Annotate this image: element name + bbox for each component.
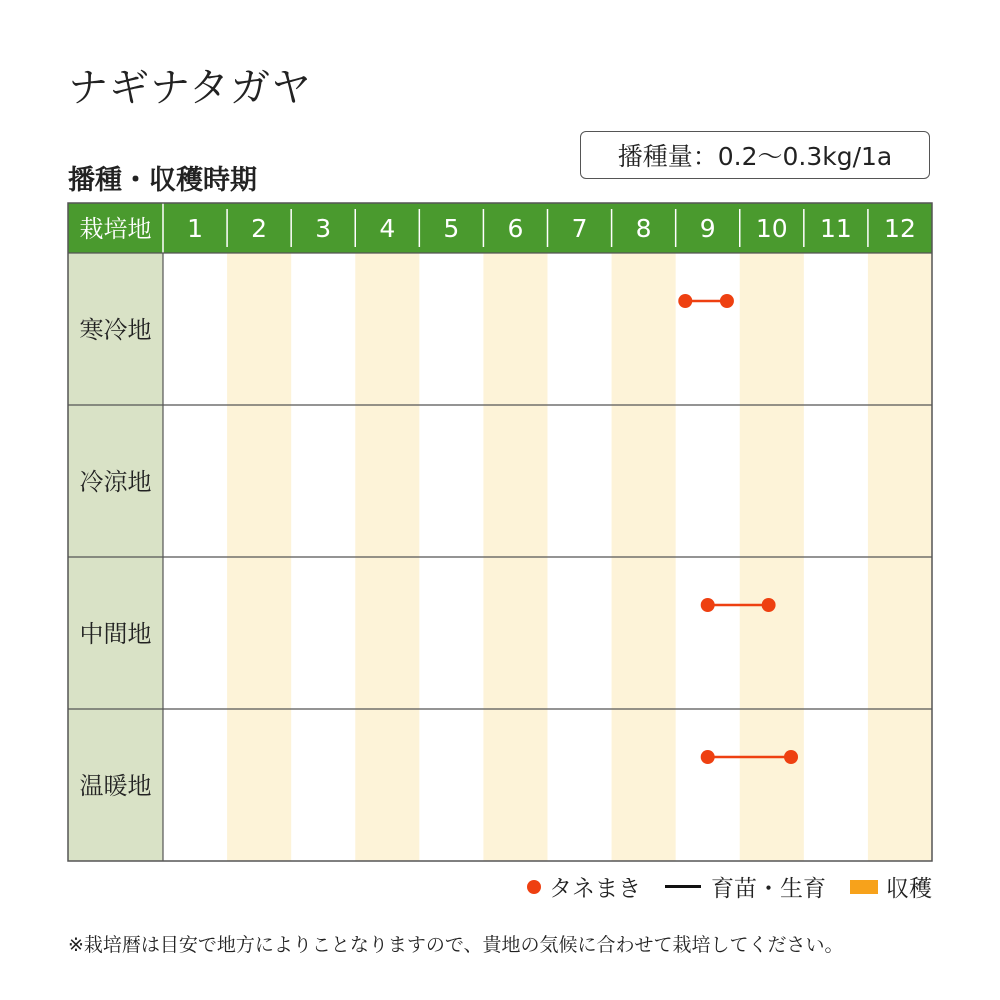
month-label-6: 6: [507, 214, 524, 243]
legend-label-sowing: タネまき: [549, 876, 641, 902]
month-label-11: 11: [819, 214, 852, 243]
month-label-7: 7: [571, 214, 588, 243]
region-label: 寒冷地: [79, 316, 152, 344]
region-label: 中間地: [79, 620, 152, 648]
growing-line-icon: [665, 885, 701, 888]
sowing-start-point: [678, 294, 692, 308]
sowing-end-point: [784, 750, 798, 764]
month-label-8: 8: [635, 214, 652, 243]
chart-subtitle: 播種・収穫時期: [68, 165, 257, 196]
seeding-rate-text: 播種量：0.2〜0.3kg/1a: [617, 142, 893, 171]
legend-item-growing: [665, 870, 826, 903]
sowing-end-point: [720, 294, 734, 308]
region-label: 冷涼地: [79, 468, 152, 496]
legend-item-harvest: [850, 870, 932, 903]
page-title: ナギナタガヤ: [68, 65, 312, 111]
month-label-10: 10: [755, 214, 788, 243]
sowing-start-point: [701, 750, 715, 764]
month-label-5: 5: [443, 214, 460, 243]
month-label-4: 4: [379, 214, 396, 243]
month-label-3: 3: [315, 214, 332, 243]
month-label-9: 9: [699, 214, 716, 243]
month-label-2: 2: [251, 214, 268, 243]
sowing-dot-icon: [527, 880, 541, 894]
harvest-box-icon: [850, 880, 878, 894]
sowing-start-point: [701, 598, 715, 612]
month-label-12: 12: [884, 214, 916, 243]
legend-label-growing: 育苗・生育: [711, 876, 826, 902]
footnote: ※栽培暦は目安で地方によりことなりますので、貴地の気候に合わせて栽培してください。: [68, 934, 844, 956]
month-label-1: 1: [187, 214, 203, 243]
region-label: 温暖地: [79, 772, 152, 800]
legend: [527, 870, 932, 903]
header-label: 栽培地: [79, 215, 152, 243]
legend-label-harvest: 収穫: [886, 876, 932, 902]
legend-item-sowing: [527, 870, 641, 903]
sowing-end-point: [762, 598, 776, 612]
